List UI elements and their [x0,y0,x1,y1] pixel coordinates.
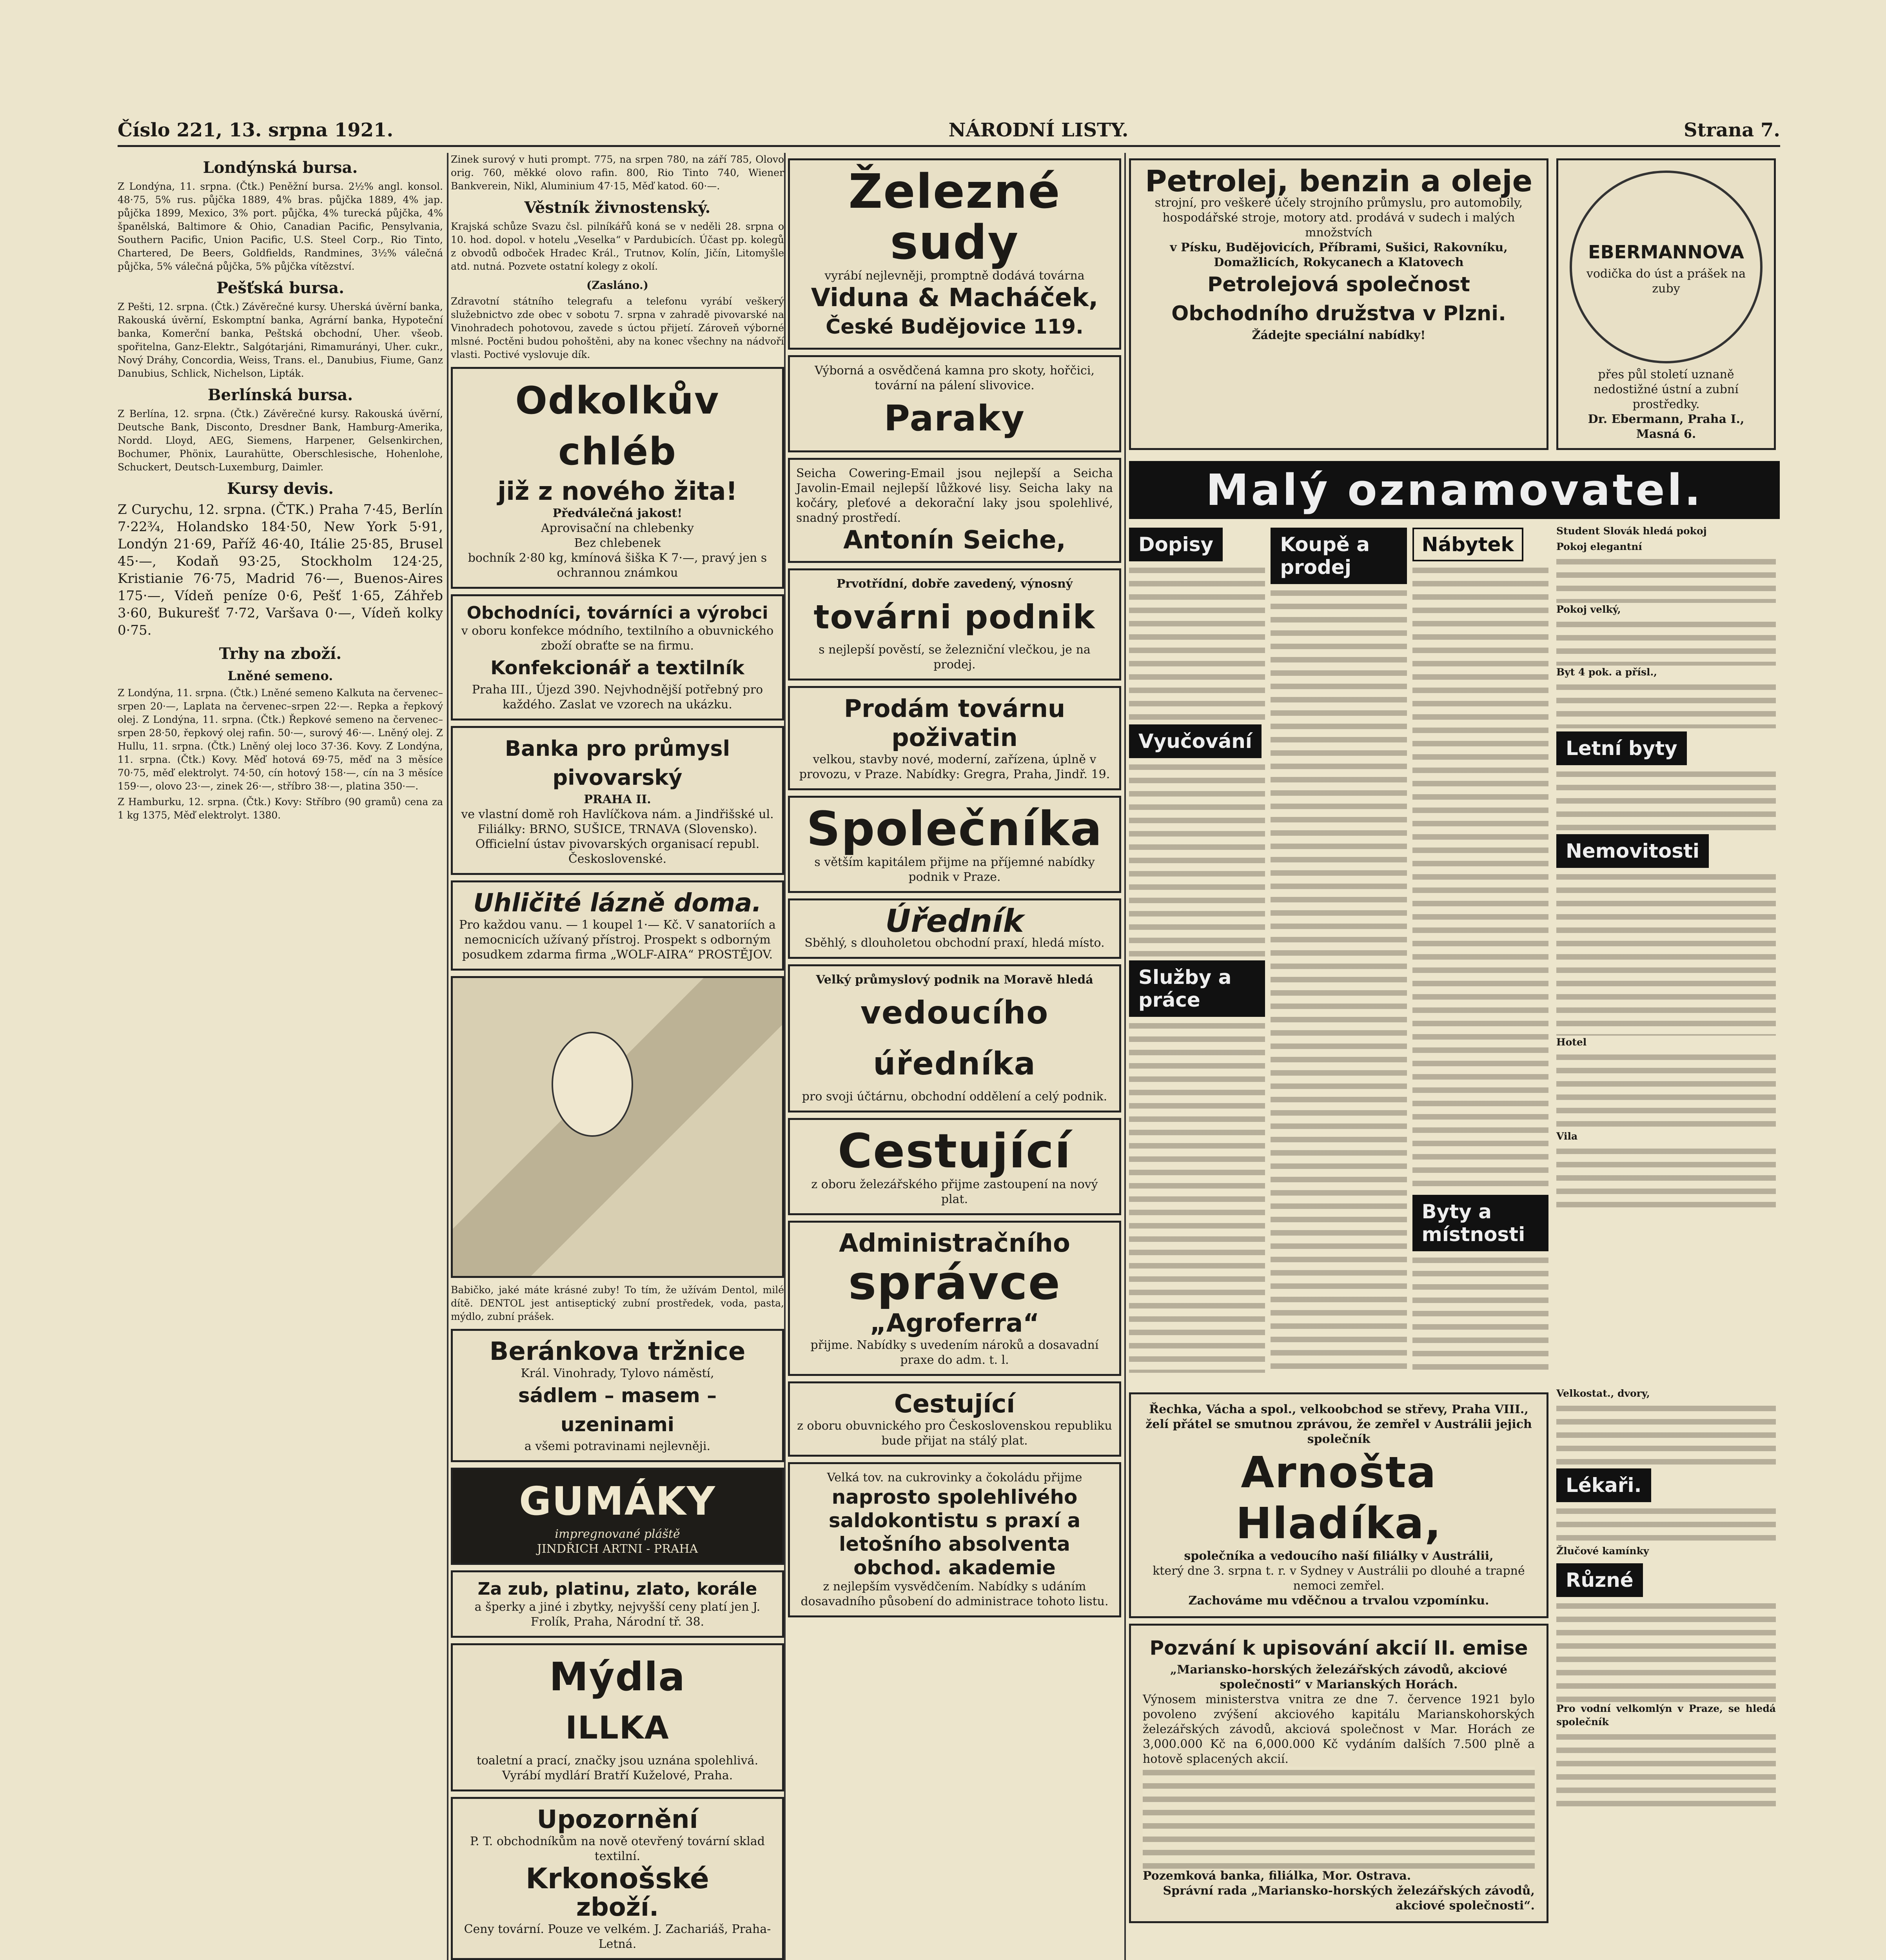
ad-address: Dr. Ebermann, Praha I., Masná 6. [1588,412,1744,441]
classified-text [1271,587,1407,1371]
ad-text: v oboru konfekce módního, textilního a obuvnického zboží obraťte se na firmu. [461,624,774,653]
bottom-row [1129,1387,1780,1929]
ad-title: Cestující [894,1390,1015,1419]
ad-bank: Pozemková banka, filiálka, Mor. Ostrava. [1143,1869,1411,1883]
ad-text: P. T. obchodníkům na nově otevřený tovární sklad textilní. [470,1835,765,1863]
classified-text [1556,871,1776,1036]
ebermann-logo [1570,171,1763,363]
ad-text: impregnované pláště [555,1527,680,1541]
column-ads [788,153,1121,1960]
classified-text [1556,1403,1776,1465]
ad-petrolej [1129,158,1548,450]
classified-columns [1129,524,1548,1387]
ad-banka [451,726,784,875]
classified-text [1556,1505,1776,1544]
obituary-text: společníka a vedoucího naší filiálky v Austrálii, [1184,1549,1494,1563]
metals-listing: Zinek surový v huti prompt. 775, na srpen 780, na září 785, Olovo orig. 760, měkké olovo rafin. 800, Rio Tinto 740, Wiener Bankverein, Nikl, Aluminium 47·15, Měď katod. 60·—. [451,154,784,192]
ad-seicha [788,458,1121,563]
ad-firm: Petrolejová společnost Obchodního družstva v Plzni. [1171,273,1506,325]
classified-text [1412,564,1548,1192]
category-label: Nemovitosti [1556,834,1709,868]
bottom-left [1129,1387,1548,1929]
ad-text: z oboru obuvnického pro Československou republiku bude přijat na stálý plat. [797,1419,1112,1448]
ad-subtitle: vodička do úst a prášek na zuby [1586,267,1746,296]
ad-odkolek [451,367,784,589]
category-label: Různé [1556,1563,1643,1597]
ad-title: Za zub, platinu, zlato, korále [477,1579,757,1599]
ad-paraky [788,355,1121,452]
ad-text: přes půl století uznaně nedostižné ústní a zubní prostředky. [1594,368,1739,411]
ad-lead: Prvotřídní, dobře zavedený, výnosný [836,577,1073,591]
ad-text: vyrábí nejlevněji, promptně dodává továrna [824,269,1085,283]
ad-cestujici [788,1118,1121,1215]
ad-gumaky [451,1468,784,1565]
ad-title: Společníka [806,802,1103,857]
classified-head: Pokoj elegantní [1556,541,1642,552]
top-ad-row [1129,153,1780,456]
ad-text: s větším kapitálem přijme na příjemné nabídky podnik v Praze. [814,855,1095,884]
classified-text [1556,1145,1776,1208]
ad-subtitle: již z nového žita! [497,477,737,506]
ad-text: Výnosem ministerstva vnitra ze dne 7. července 1921 bylo povoleno zvýšení akciového kapitálu Marianskohorských železářských závodů, akciová společnost v Mar. Horách ze 3,000.000 Kč na 6,000.000 Kč vydáním dalších 7.500 plně a hotově splacených akcií. [1143,1693,1535,1766]
classified-text [1129,564,1265,721]
ad-title: továrni podnik [813,598,1096,636]
ad-text: Aprovisační na chlebenky [541,521,694,535]
category-label: Nábytek [1412,528,1523,561]
ad-text: Praha III., Újezd 390. Nejvhodnější potřebný pro každého. Zaslat ve vzorech na ukázku. [472,683,763,711]
section-title: Kursy devis. [227,479,334,498]
ad-title: Prodám továrnu poživatin [844,694,1066,752]
ad-firm: Viduna & Macháček, [811,283,1098,312]
ad-vedouci [788,964,1121,1112]
ad-title: Pozvání k upisování akcií II. emise [1149,1637,1528,1659]
classified-head: Student Slovák hledá pokoj [1556,525,1707,537]
issue-number: Číslo 221, 13. srpna 1921. [118,119,394,141]
ad-text: z nejlepším vysvědčením. Nabídky s udáním dosavadního působení do administrace tohoto listu. [801,1580,1109,1608]
ad-text: Seicha Cowering-Email jsou nejlepší a Seicha Javolin-Email nejlepší lůžkové lisy. Seicha laky na kočáry, pleťové a dekorační laky jsou spolehlivé, snadný prostředí. [796,466,1113,525]
classified-col [1271,524,1407,1387]
category-label: Letní byty [1556,731,1687,765]
ad-sudy [788,158,1121,350]
ad-lead: Velký průmyslový podnik na Moravě hledá [816,973,1093,987]
ad-title: Paraky [884,398,1025,439]
ad-text: strojní, pro veškeré účely strojního průmyslu, pro automobily, hospodářské stroje, motory atd. prodává v sudech i malých množstvích [1154,196,1523,240]
ad-text: PRAHA II. [584,793,651,806]
category-label: Dopisy [1129,528,1223,561]
classified-head: Hotel [1556,1036,1587,1048]
illustration-figure [552,1032,633,1137]
ad-lazne [451,880,784,971]
ad-text: Ceny tovární. Pouze ve velkém. J. Zachariáš, Praha-Letná. [464,1922,771,1951]
ad-title: Cestující [837,1124,1072,1179]
currency-listing: Z Curychu, 12. srpna. (ČTK.) Praha 7·45, Berlín 7·22¾, Holandsko 184·50, New York 5·91, Londýn 21·69, Paříž 46·40, Itálie 25·85, Brusel 45·—, Kodaň 93·25, Stockholm 124·25, Kristianie 76·75, Madrid 76·—, Buenos-Aires 175·—, Vídeň peníze 0·6, Pešť 1·65, Záhřeb 3·60, Bukurešť 7·72, Varšava 0·—, Vídeň kolky 0·75. [118,502,443,638]
ad-text: z oboru železářského přijme zastoupení na nový plat. [811,1178,1098,1206]
column-markets [118,153,443,1960]
ad-title: Odkolkův chléb [515,379,720,474]
ad-city: České Budějovice 119. [826,315,1084,339]
ad-dentol-illustration [451,976,784,1278]
category-label: Služby a práce [1129,960,1265,1017]
section-title: Věstník živnostenský. [524,198,711,217]
classified-text [1556,1731,1776,1809]
ad-text: Babičko, jaké máte krásné zuby! To tím, že užívám Dentol, milé dítě. DENTOL jest antiseptický zubní prostředek, voda, pasta, mýdlo, zubní prášek. [451,1284,784,1322]
bottom-right [1556,1387,1776,1929]
ad-pozvani-akcie [1129,1624,1548,1923]
ad-title: Banka pro průmysl pivovarský [505,736,730,790]
page-header [118,114,1780,147]
classified-text [1556,768,1776,831]
notice-text: Zdravotní státního telegrafu a telefonu vyrábí veškerý služebnictvo zde obec v sobotu 7. srpna v zahradě pivovarské na Vinohradech pohotovou, zavede s úctou přijetí. Zároveň výborné mlsné. Poctěni budou pohoštěni, aby na konec všechny na nádvoří vlasti. Poctivé vyslovuje dík. [451,296,784,360]
ad-saldokontista [788,1462,1121,1617]
column-rule [447,153,448,1960]
ad-text: Král. Vinohrady, Tylovo náměstí, [521,1367,714,1380]
column-rule [784,153,786,1960]
ad-note: Žádejte speciální nabídky! [1252,328,1426,342]
ad-text: toaletní a prací, značky jsou uznána spolehlivá. Vyrábí mydlárí Bratří Kuželové, Praha. [476,1754,759,1782]
ad-title: Uhličité lázně doma. [473,889,762,918]
ad-title: Petrolej, benzin a oleje [1145,163,1533,198]
classifieds-banner: Malý oznamovatel. [1129,461,1780,519]
newspaper-title: NÁRODNÍ LISTY. [948,119,1129,141]
ad-title: vedoucího úředníka [860,995,1049,1082]
ad-text: s nejlepší pověstí, se železniční vlečkou, je na prodej. [819,643,1091,671]
market-listing: Z Londýna, 11. srpna. (Čtk.) Peněžní bursa. 2½% angl. konsol. 48·75, 5% rus. půjčka 1889, 4% bras. půjčka 1889, 4% jap. půjčka 1899, Mexico, 3% port. půjčka, 4% turecká půjčka, 4% španělská, Baltimore & Ohio, Canadian Pacific, Pensylvania, Southern Pacific, Union Pacific, U.S. Steel Corp., Rio Tinto, Chartered, De Beers, Goldfields, Randmines, 3½% válečná půjčka, 5% válečná půjčka, 5% půjčka vítězství. [118,181,443,272]
ad-text: Bez chlebenek [574,536,661,550]
commodity-listing: Z Londýna, 11. srpna. (Čtk.) Lněné semeno Kalkuta na červenec–srpen 20·—, Laplata na červenec–srpen 22·—. Repka a řepkový olej. Z Londýna, 11. srpna. (Čtk.) Řepkové semeno na červenec–srpen 28·50, řepkový olej rafin. 50·—, surový 46·—. Lněný olej. Z Hullu, 11. srpna. (Čtk.) Lněný olej loco 37·36. Kovy. Z Londýna, 11. srpna. (Čtk.) Kovy. Měď hotová 69·75, měď na 3 měsíce 70·75, měď elektrolyt. 74·50, cín hotový 158·—, cín na 3 měsíce 159·—, olovo 23·—, zinek 26·—, stříbro 38·—, platina 350·—. [118,687,443,792]
ad-konfekce [451,594,784,720]
ad-beranek [451,1329,784,1462]
ad-title: Úředník [885,903,1024,939]
ad-title: Mýdla [549,1654,686,1700]
obituary-name: Arnošta Hladíka, [1236,1447,1442,1548]
ad-text: bochník 2·80 kg, kmínová šiška K 7·—, pravý jen s ochrannou známkou [468,551,767,580]
ad-firm: „Agroferra“ [869,1309,1040,1338]
column-notices [451,153,784,1960]
market-listing: Z Pešti, 12. srpna. (Čtk.) Závěrečné kursy. Uherská úvěrní banka, Rakouská úvěrní, Eskomptní banka, Agrární banka, Hypoteční banka, Komerční banka, Peštská obchodní, Uher. všeob. spořitelna, Ganz-Elektr., Salgótarjáni, Rimamurányi, Uher. cukr., Nový Dráhy, Concordia, Weiss, Trans. el., Danubius, Fiume, Ganz Danubius, Schlick, Nichelson, Lipták. [118,301,443,379]
ad-title: Krkonošské [526,1862,709,1895]
ad-title: správce [848,1256,1061,1310]
ad-agroferra [788,1221,1121,1376]
ad-text: velkou, stavby nové, moderní, zařízena, úplně v provozu, v Praze. Nabídky: Gregra, Praha, Jindř. 19. [799,753,1110,781]
category-label: Lékaři. [1556,1468,1651,1502]
classified-col [1129,524,1265,1387]
market-listing: Z Berlína, 12. srpna. (Čtk.) Závěrečné kursy. Rakouská úvěrní, Deutsche Bank, Disconto, Dresdner Bank, Hamburg-Amerika, Nordd. Lloyd, AEG, Siemens, Harpener, Gelsenkirchen, Bochumer, Phönix, Laurahütte, Oberschlesische, Hohenlohe, Schuckert, Deutsch-Luxemburg, Daimler. [118,408,443,473]
page-number: Strana 7. [1683,119,1780,141]
zaslano-label: (Zasláno.) [586,279,648,292]
classified-head: Byt 4 pok. a přísl., [1556,666,1657,678]
classified-text [1129,761,1265,957]
ad-brand: ILLKA [565,1710,670,1746]
ad-text: ve vlastní domě roh Havlíčkova nám. a Jindřišské ul. Filiálky: BRNO, SUŠICE, TRNAVA (Slovensko). Officielní ústav pivovarských organisací republ. Československé. [461,808,774,866]
obituary-end: Zachováme mu vděčnou a trvalou vzpomínku. [1188,1594,1489,1608]
ad-subtitle: zboží. [576,1893,659,1922]
commodity-listing: Z Hamburku, 12. srpna. (Čtk.) Kovy: Stříbro (90 gramů) cena za 1 kg 1375, Měď elektrolyt. 1380. [118,796,443,821]
classified-text [1556,619,1776,666]
section-title: Londýnská bursa. [203,158,358,177]
ad-title: Železné sudy [848,165,1061,270]
classified-text [1556,1600,1776,1702]
ad-text: Předválečná jakost! [552,506,683,520]
ad-text: Pro každou vanu. — 1 koupel 1·— Kč. V sanatoriích a nemocnicích užívaný přístroj. Prospekt s odborným posudkem zdarma firma „WOLF-AIRA“ PROSTĚJOV. [459,918,776,962]
classified-head: Pro vodní velkomlýn v Praze, se hledá společník [1556,1703,1776,1728]
column-rule [1124,153,1126,1960]
classified-head: Žlučové kamínky [1556,1545,1649,1557]
ad-title: EBERMANNOVA [1588,241,1744,263]
ad-title: Upozornění [537,1805,698,1834]
ad-text: Sběhlý, s dlouholetou obchodní praxí, hledá místo. [804,936,1105,950]
classified-text [1129,1020,1265,1373]
section-title: Berlínská bursa. [207,386,353,404]
obituary-lead: Řechka, Vácha a spol., velkoobchod se střevy, Praha VIII., želí přátel se smutnou zprávou, že zemřel v Austrálii jejich společník [1145,1403,1532,1446]
classified-head: Vila [1556,1131,1578,1142]
ad-text: JINDŘICH ARTNI - PRAHA [537,1542,698,1556]
ad-urednik [788,898,1121,959]
classified-text [1412,1254,1548,1372]
ad-spolecnik [788,796,1121,893]
classified-head: Velkostat., dvory, [1556,1388,1650,1399]
ad-firm: Antonín Seiche, [843,526,1066,555]
category-label: Byty a místnosti [1412,1195,1548,1251]
ad-text: v Písku, Budějovicích, Příbrami, Sušici, Rakovníku, Domažlicích, Rokycanech a Klatovech [1170,241,1508,269]
ad-krkonosske [451,1797,784,1960]
ad-text: pro svoji účtárnu, obchodní oddělení a celý podnik. [802,1090,1107,1103]
section-title: Pešťská bursa. [216,279,344,297]
classified-text [1556,681,1776,728]
classified-col-right [1556,524,1776,1387]
ad-mydla [451,1643,784,1791]
classified-text [1556,556,1776,603]
ad-title: GUMÁKY [519,1478,716,1524]
notice-text: Krajská schůze Svazu čsl. pilníkářů koná se v neděli 28. srpna o 10. hod. dopol. v hotelu „Veselka“ v Pardubicích. Účast pp. kolegů z obvodů odboček Hradec Král., Trutnov, Kolín, Jičín, Litomyšle atd. nutná. Pozvete ostatní kolegy z okolí. [451,221,784,272]
ad-title: naprosto spolehlivého saldokontistu s praxí a letošního absolventa obchod. akademie [828,1486,1081,1579]
column-classifieds [1129,153,1780,1960]
ad-title: Konfekcionář a textilník [490,657,744,679]
ad-text: sádlem – masem – uzeninami [518,1384,717,1436]
ad-subtitle: „Mariansko-horských železářských závodů, akciové společnosti“ v Marianských Horách. [1170,1663,1508,1691]
category-label: Koupě a prodej [1271,528,1407,584]
ad-text: a šperky a jiné i zbytky, nejvyšší ceny platí jen J. Frolík, Praha, Národní tř. 38. [474,1600,761,1629]
ad-text: přijme. Nabídky s uvedením nároků a dosavadní praxe do adm. t. l. [810,1338,1099,1367]
classified-head: Pokoj velký, [1556,604,1621,615]
ad-ebermann [1556,158,1776,450]
classified-grid [1129,524,1780,1387]
ad-lead: Velká tov. na cukrovinky a čokoládu přijme [827,1471,1082,1485]
ad-platina [451,1570,784,1638]
ad-tovarni-podnik [788,568,1121,681]
category-label: Vyučování [1129,724,1262,758]
subsection-title: Lněné semeno. [227,668,333,683]
ad-text: a všemi potravinami nejlevněji. [524,1439,711,1453]
ad-text: Výborná a osvědčená kamna pro skoty, hořčici, tovární na pálení slivovice. [814,364,1095,392]
ad-text-lines [1143,1767,1535,1869]
ad-signature: Správní rada „Mariansko-horských železářských závodů, akciové společnosti“. [1163,1884,1535,1913]
section-title: Trhy na zboží. [219,644,342,663]
classified-text [1556,1051,1776,1130]
ad-title: Administračního [839,1229,1070,1258]
ad-hladik-obituary [1129,1392,1548,1618]
classified-col [1412,524,1548,1387]
ad-title: Obchodníci, továrníci a výrobci [467,603,768,623]
ad-cestujici-obuv [788,1381,1121,1457]
obituary-text: který dne 3. srpna t. r. v Sydney v Austrálii po dlouhé a trapné nemoci zemřel. [1153,1564,1525,1593]
ad-prodam [788,686,1121,790]
ad-title: Beránkova tržnice [489,1337,746,1366]
